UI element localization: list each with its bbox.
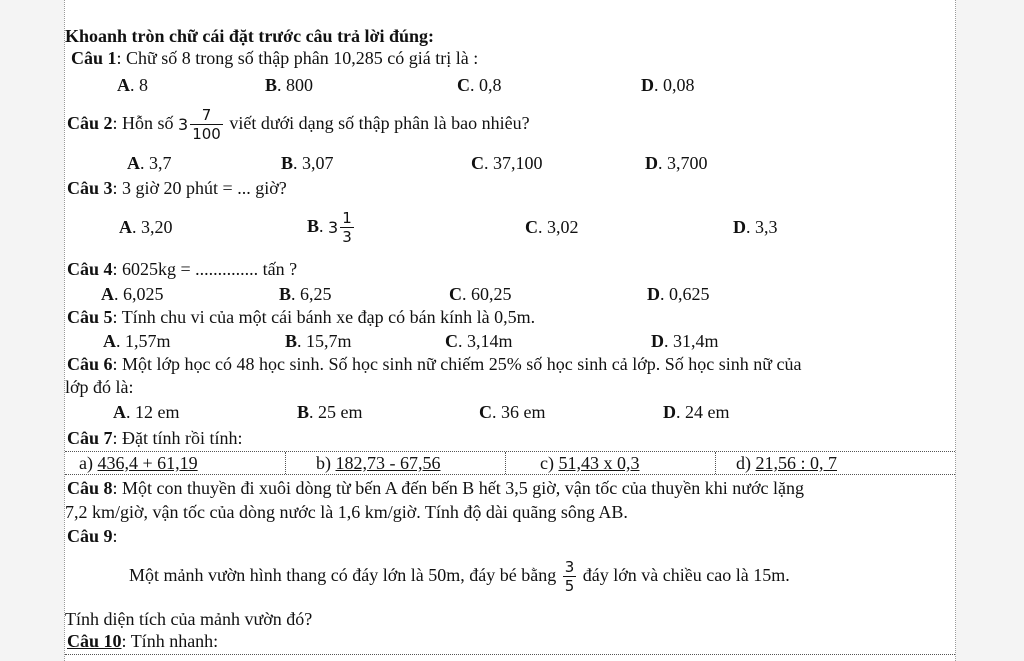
- question-10-label: Câu 10: [67, 631, 122, 651]
- question-5: Câu 5: Tính chu vi của một cái bánh xe đạp có bán kính là 0,5m.: [67, 307, 536, 327]
- fraction-3-5: $\frac{3}{5}$: [564, 558, 575, 596]
- question-3: Câu 3: 3 giờ 20 phút = ... giờ?: [67, 178, 287, 198]
- document-page: [64, 0, 956, 661]
- question-6-label: Câu 6: [67, 354, 113, 374]
- fraction-7-100: $\frac{7}{100}$: [192, 106, 221, 144]
- calc-item-c: c) 51,43 x 0,3: [505, 452, 750, 474]
- question-7: Câu 7: Đặt tính rồi tính:: [67, 428, 243, 448]
- question-7-label: Câu 7: [67, 428, 113, 448]
- fraction-1-3: $\frac{1}{3}$: [342, 209, 352, 247]
- q2-option-c[interactable]: C. 37,100: [471, 153, 543, 173]
- q4-option-c[interactable]: C. 60,25: [449, 284, 512, 304]
- question-9-cont: Tính diện tích của mảnh vườn đó?: [65, 609, 313, 629]
- q4-option-b[interactable]: B. 6,25: [279, 284, 332, 304]
- question-9: Câu 9:: [67, 526, 118, 546]
- q3-option-d[interactable]: D. 3,3: [733, 217, 778, 237]
- question-5-label: Câu 5: [67, 307, 113, 327]
- question-10: Câu 10: Tính nhanh:: [67, 631, 219, 651]
- q5-option-a[interactable]: A. 1,57m: [103, 331, 171, 351]
- calc-item-d: d) 21,56 : 0, 7: [715, 452, 974, 474]
- q3-option-a[interactable]: A. 3,20: [119, 217, 173, 237]
- q6-option-d[interactable]: D. 24 em: [663, 402, 730, 422]
- question-6-cont: lớp đó là:: [65, 377, 134, 397]
- question-8-label: Câu 8: [67, 478, 113, 498]
- question-4-label: Câu 4: [67, 259, 113, 279]
- question-8: Câu 8: Một con thuyền đi xuôi dòng từ bến A đến bến B hết 3,5 giờ, vận tốc của thuyền khi nước lặng: [67, 478, 804, 498]
- q1-option-a[interactable]: A. 8: [117, 75, 148, 95]
- q5-option-b[interactable]: B. 15,7m: [285, 331, 352, 351]
- q5-option-d[interactable]: D. 31,4m: [651, 331, 719, 351]
- question-3-label: Câu 3: [67, 178, 113, 198]
- q3-option-c[interactable]: C. 3,02: [525, 217, 579, 237]
- mixed-number-whole: 3: [178, 114, 189, 134]
- question-1: [71, 47, 478, 69]
- q6-option-c[interactable]: C. 36 em: [479, 402, 546, 422]
- q1-option-d[interactable]: D. 0,08: [641, 75, 695, 95]
- bottom-dotted-border: [65, 654, 955, 661]
- question-1-text: : Chữ số 8 trong số thập phân 10,285 có giá trị là :: [116, 48, 479, 68]
- q6-option-a[interactable]: A. 12 em: [113, 402, 180, 422]
- question-2-label: Câu 2: [67, 113, 113, 133]
- q1-option-b[interactable]: B. 800: [265, 75, 314, 95]
- q5-option-c[interactable]: C. 3,14m: [445, 331, 513, 351]
- q4-option-d[interactable]: D. 0,625: [647, 284, 710, 304]
- q2-option-b[interactable]: B. 3,07: [281, 153, 334, 173]
- q2-option-d[interactable]: D. 3,700: [645, 153, 708, 173]
- q6-option-b[interactable]: B. 25 em: [297, 402, 363, 422]
- question-2: Câu 2: Hỗn số 3 $\frac{7}{100}$ viết dưới dạng số thập phân là bao nhiêu?: [67, 106, 530, 144]
- q3-option-b[interactable]: B. 3 $\frac{1}{3}$: [307, 209, 352, 247]
- q2-option-a[interactable]: A. 3,7: [127, 153, 172, 173]
- q4-option-a[interactable]: A. 6,025: [101, 284, 164, 304]
- question-4: Câu 4: 6025kg = .............. tấn ?: [67, 259, 298, 279]
- calc-item-b: b) 182,73 - 67,56: [285, 452, 536, 474]
- question-6: Câu 6: Một lớp học có 48 học sinh. Số học sinh nữ chiếm 25% số học sinh cả lớp. Số học sinh nữ của: [67, 354, 802, 374]
- q1-option-c[interactable]: C. 0,8: [457, 75, 502, 95]
- calc-item-a: a) 436,4 + 61,19: [79, 453, 198, 473]
- calc-table-row: [65, 451, 955, 475]
- instruction: Khoanh tròn chữ cái đặt trước câu trả lời đúng:: [65, 26, 435, 46]
- question-9-label: Câu 9: [67, 526, 113, 546]
- question-1-label: Câu 1: [71, 48, 117, 68]
- question-8-cont: 7,2 km/giờ, vận tốc của dòng nước là 1,6 km/giờ. Tính độ dài quãng sông AB.: [65, 502, 628, 522]
- question-9-body: Một mảnh vườn hình thang có đáy lớn là 50m, đáy bé bằng $\frac{3}{5}$ đáy lớn và chiều cao là 15m.: [129, 558, 790, 596]
